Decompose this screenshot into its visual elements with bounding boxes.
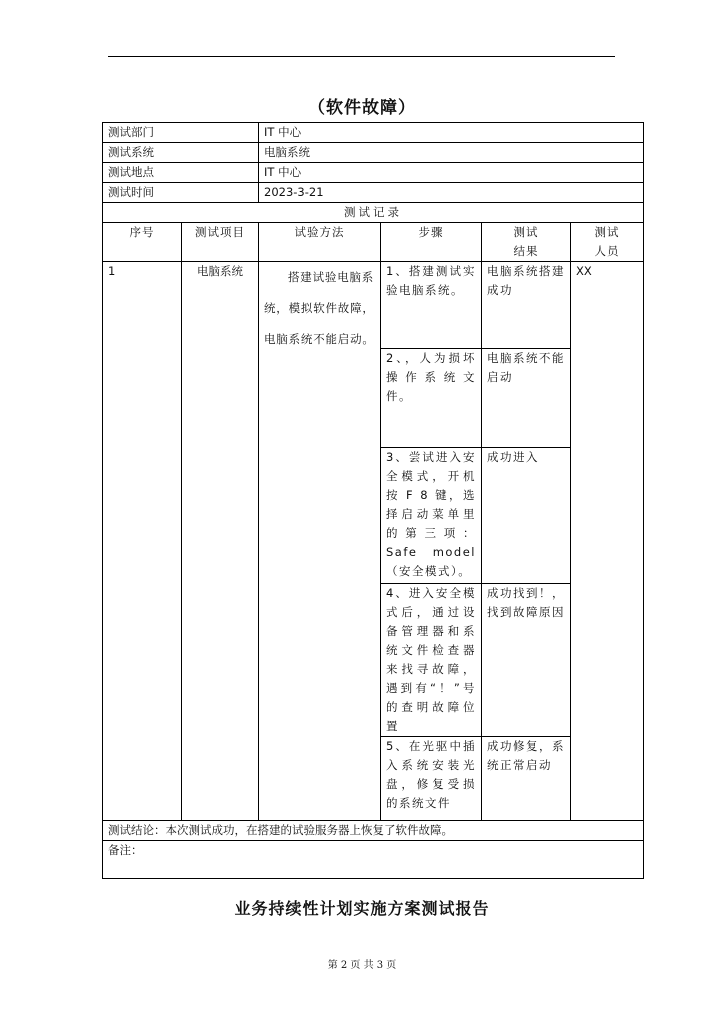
column-header: 测试 结果: [482, 223, 571, 262]
step-cell: 4、进入安全模式后，通过设备管理器和系统文件检查器来找寻故障，遇到有“！”号的查明故障位置: [381, 584, 482, 737]
info-label: 测试部门: [103, 123, 259, 143]
remark-row: [103, 841, 644, 879]
result-cell: 电脑系统搭建成功: [482, 262, 571, 349]
info-label: 测试系统: [103, 143, 259, 163]
result-cell: 电脑系统不能启动: [482, 349, 571, 448]
column-header-row: [103, 223, 644, 262]
step-cell: 3、尝试进入安全模式，开机按 F 8 键，选择启动菜单里的第三项：Safe model（安全模式）。: [381, 448, 482, 584]
column-header: 测试 人员: [571, 223, 644, 262]
test-report-table: [102, 122, 644, 879]
step-cell: 1、搭建测试实验电脑系统。: [381, 262, 482, 349]
step-cell: 2、，人为损坏操作系统文件。: [381, 349, 482, 448]
info-row: [103, 163, 644, 183]
column-header: 试验方法: [259, 223, 381, 262]
conclusion-text: 测试结论：本次测试成功，在搭建的试验服务器上恢复了软件故障。: [103, 821, 644, 841]
test-method: [259, 262, 381, 821]
info-value: IT 中心: [259, 163, 644, 183]
row-number: 1: [103, 262, 182, 821]
info-value: 电脑系统: [259, 143, 644, 163]
result-cell: 成功进入: [482, 448, 571, 584]
conclusion-row: [103, 821, 644, 841]
report-title: 业务持续性计划实施方案测试报告: [234, 899, 490, 918]
info-value: IT 中心: [259, 123, 644, 143]
result-cell: 成功找到！，找到故障原因: [482, 584, 571, 737]
record-title: 测试记录: [103, 203, 644, 223]
step-cell: 5、在光驱中插入系统安装光盘，修复受损的系统文件: [381, 737, 482, 821]
table-row: [103, 262, 644, 349]
tester: XX: [571, 262, 644, 821]
info-row: [103, 123, 644, 143]
column-header: 序号: [103, 223, 182, 262]
column-header: 测试项目: [182, 223, 259, 262]
test-item: 电脑系统: [182, 262, 259, 821]
info-label: 测试地点: [103, 163, 259, 183]
header-rule: [108, 56, 615, 57]
remark-text: 备注：: [103, 841, 644, 879]
info-label: 测试时间: [103, 183, 259, 203]
info-value: 2023-3-21: [259, 183, 644, 203]
test-method-text: 搭建试验电脑系统，模拟软件故障，电脑系统不能启动。: [264, 270, 375, 346]
info-row: [103, 143, 644, 163]
column-header: 步骤: [381, 223, 482, 262]
page-number: 第 2 页 共 3 页: [327, 960, 397, 971]
info-row: [103, 183, 644, 203]
document-title: （软件故障）: [308, 98, 416, 118]
record-title-row: [103, 203, 644, 223]
result-cell: 成功修复，系统正常启动: [482, 737, 571, 821]
